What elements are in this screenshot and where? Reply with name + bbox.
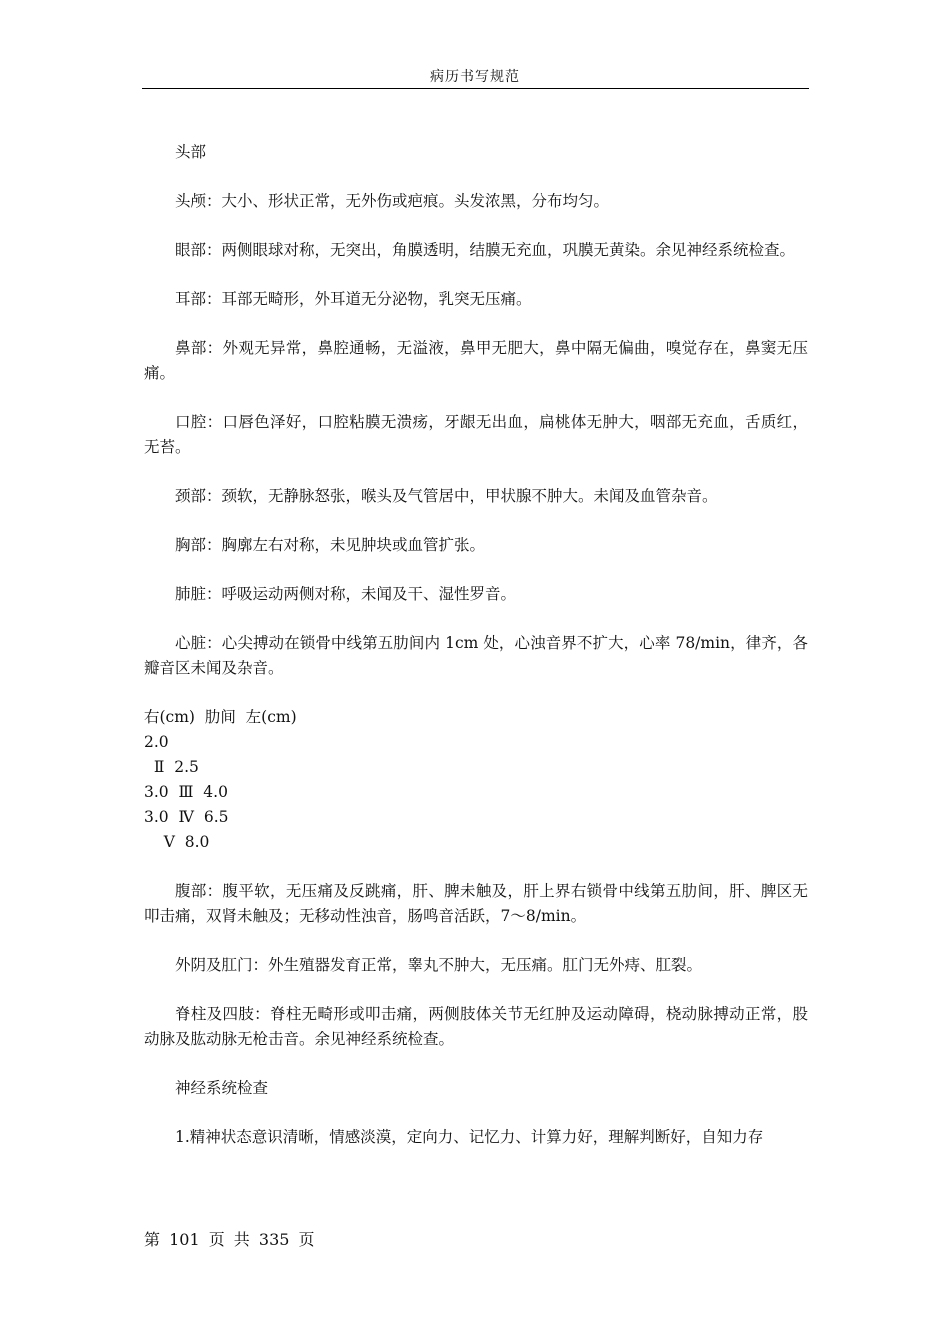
paragraph-eyes: 眼部：两侧眼球对称，无突出，角膜透明，结膜无充血，巩膜无黄染。余见神经系统检查。 <box>175 241 796 259</box>
paragraph-nose: 鼻部：外观无异常，鼻腔通畅，无溢液，鼻甲无肥大，鼻中隔无偏曲，嗅觉存在，鼻窦无压痛。 <box>144 339 808 382</box>
section-heading-head: 头部 <box>175 143 207 161</box>
paragraph-ears: 耳部：耳部无畸形，外耳道无分泌物，乳突无压痛。 <box>175 290 532 308</box>
paragraph-heart: 心脏：心尖搏动在锁骨中线第五肋间内 1cm 处，心浊音界不扩大，心率 78/min，律齐，各瓣音区未闻及杂音。 <box>144 634 808 677</box>
paragraph-chest: 胸部：胸廓左右对称，未见肿块或血管扩张。 <box>175 536 486 554</box>
page-footer: 第 101 页 共 335 页 <box>144 1230 315 1249</box>
cardiac-dullness-row: 2.0 <box>144 733 169 751</box>
header-divider <box>142 88 809 89</box>
cardiac-dullness-row: 3.0 Ⅳ 6.5 <box>144 808 229 826</box>
paragraph-neck: 颈部：颈软，无静脉怒张，喉头及气管居中，甲状腺不肿大。未闻及血管杂音。 <box>175 487 718 505</box>
paragraph-abdomen: 腹部：腹平软，无压痛及反跳痛，肝、脾未触及，肝上界右锁骨中线第五肋间，肝、脾区无叩击痛，双肾未触及；无移动性浊音，肠鸣音活跃，7～8/min。 <box>144 882 808 925</box>
cardiac-dullness-table <box>144 705 808 855</box>
document-body <box>144 140 808 1150</box>
section-heading-neuro: 神经系统检查 <box>175 1079 269 1097</box>
paragraph-lungs: 肺脏：呼吸运动两侧对称，未闻及干、湿性罗音。 <box>175 585 517 603</box>
paragraph-genitals-anus: 外阴及肛门：外生殖器发育正常，睾丸不肿大，无压痛。肛门无外痔、肛裂。 <box>175 956 703 974</box>
cardiac-dullness-row: Ⅱ 2.5 <box>144 758 199 776</box>
cardiac-dullness-row: 3.0 Ⅲ 4.0 <box>144 783 228 801</box>
header-title: 病历书写规范 <box>430 69 520 85</box>
cardiac-dullness-header: 右(cm) 肋间 左(cm) <box>144 708 297 726</box>
paragraph-skull: 头颅：大小、形状正常，无外伤或疤痕。头发浓黑，分布均匀。 <box>175 192 610 210</box>
paragraph-mouth: 口腔：口唇色泽好，口腔粘膜无溃疡，牙龈无出血，扁桃体无肿大，咽部无充血，舌质红，无苔。 <box>144 413 808 456</box>
paragraph-mental-status: 1.精神状态意识清晰，情感淡漠，定向力、记忆力、计算力好，理解判断好，自知力存 <box>175 1128 764 1146</box>
cardiac-dullness-row: Ⅴ 8.0 <box>144 833 210 851</box>
paragraph-spine-limbs: 脊柱及四肢：脊柱无畸形或叩击痛，两侧肢体关节无红肿及运动障碍，桡动脉搏动正常，股动脉及肱动脉无枪击音。余见神经系统检查。 <box>144 1005 808 1048</box>
